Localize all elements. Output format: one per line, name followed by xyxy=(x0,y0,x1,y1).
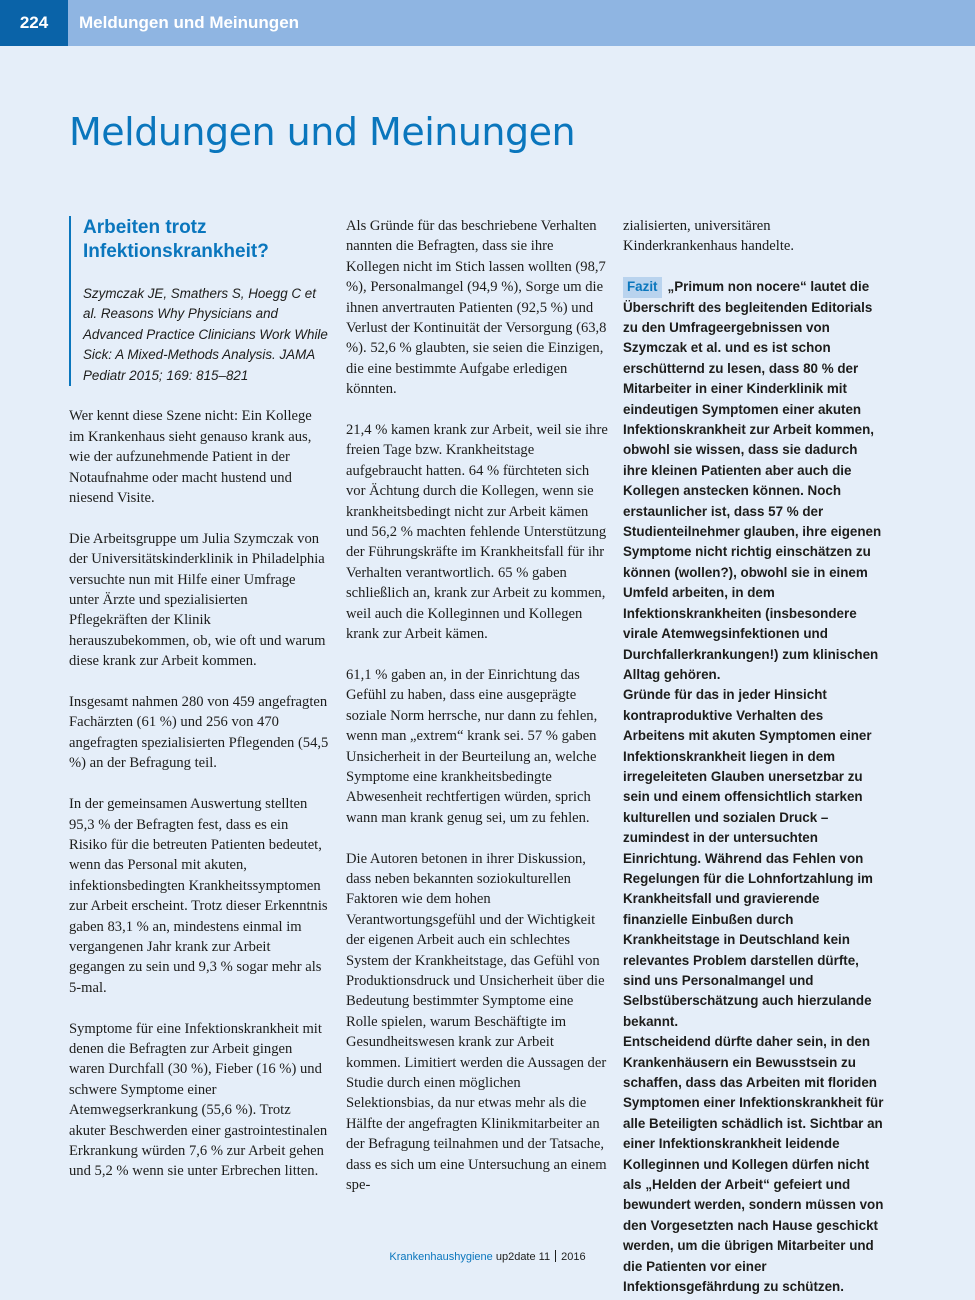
paragraph: Wer kennt diese Szene nicht: Ein Kollege im Krankenhaus sieht genauso krank aus, wie der aufzunehmende Patient in der Notaufnahme oder macht hustend und niesend Visite. xyxy=(69,408,312,507)
paragraph: Insgesamt nahmen 280 von 459 angefragten Fachärzten (61 %) und 256 von 470 angefragten spezialisierten Pflegenden (54,5 %) an der Befragung teil. xyxy=(69,694,329,772)
article-title: Arbeiten trotz Infektionskrankheit? xyxy=(83,217,269,262)
fazit-paragraph: Gründe für das in jeder Hinsicht kontraproduktive Verhalten des Arbeitens mit akuten Symptomen einer Infektionskrankheit liegen in dem irregeleiteten Glauben unersetzbar zu sein und einem offensichtlich starken kulturellen und sozialen Druck – zumindest in der untersuchten Einrichtung. Während das Fehlen von Regelungen für die Lohnfortzahlung im Krankheitsfall und gravierende finanzielle Einbußen durch Krankheitstage in Deutschland kein relevantes Problem darstellen dürfte, sind uns Personalmangel und Selbstüberschätzung auch hierzulande bekannt. xyxy=(623,687,873,1029)
paragraph: Symptome für eine Infektionskrankheit mit denen die Befragten zur Arbeit gingen waren Durchfall (30 %), Fieber (16 %) und schwere Symptome einer Atemwegserkrankung (55,6 %). Trotz akuter Beschwerden einer gastrointestinalen Erkrankung würden 7,6 % zur Arbeit gehen und 5,2 % wenn sie unter Erbrechen litten. xyxy=(69,1020,328,1180)
column-2 xyxy=(346,216,608,1216)
column-3 xyxy=(623,216,885,1298)
paragraph: Als Gründe für das beschriebene Verhalten nannten die Befragten, dass sie ihre Kollegen nicht im Stich lassen wollten (98,7 %), Personalmangel (94,9 %), Sorge um die ihnen anvertrauten Patienten (92,5 %) und Verlust der Kontinuität der Versorgung (63,8 %). 52,6 % glaubten, sie seien die Einzigen, die eine bestimmte Aufgabe erledigen könnten. xyxy=(346,218,607,398)
fazit-paragraph xyxy=(623,277,885,685)
section-header: Meldungen und Meinungen xyxy=(79,13,300,32)
page-title: Meldungen und Meinungen xyxy=(69,110,576,154)
fazit-text: „Primum non nocere“ lautet die Überschrift des begleitenden Editorials zu den Umfrageergebnissen von Szymczak et al. und es ist schon erschütternd zu lesen, dass 80 % der Mitarbeiter in einer Kinderklinik mit eindeutigen Symptomen einer akuten Infektionskrankheit zur Arbeit kommen, obwohl sie wissen, dass sie dadurch ihre kleinen Patienten aber auch die Kollegen anstecken können. Noch erstaunlicher ist, dass 57 % der Studienteilnehmer glauben, ihre eigenen Symptome nicht richtig einschätzen zu können (wollen?), obwohl sie in einem Umfeld arbeiten, in dem Infektionskrankheiten (insbesondere virale Atemwegsinfektionen und Durchfallerkrankungen!) zum klinischen Alltag gehören. xyxy=(623,279,882,682)
paragraph: zialisierten, universitären Kinderkrankenhaus handelte. xyxy=(623,218,795,255)
paragraph: Die Autoren betonen in ihrer Diskussion, dass neben bekannten soziokulturellen Faktoren wie dem hohen Verantwortungsgefühl und der Wichtigkeit der eigenen Arbeit auch ein schlechtes System der Krankheitstage, das Gefühl von Produktionsdruck und Unsicherheit über die Bedeutung bestimmter Symptome eine Rolle spielen, warum Beschäftigte im Gesundheitswesen krank zur Arbeit kommen. Limitiert werden die Aussagen der Studie durch einen möglichen Selektionsbias, da nur etwas mehr als die Hälfte der angefragten Klinikmitarbeiter an der Befragung teilnahmen und der Tatsache, dass es sich um eine Untersuchung an einem spe- xyxy=(346,850,607,1194)
footer xyxy=(0,1250,975,1263)
paragraph: 61,1 % gaben an, in der Einrichtung das Gefühl zu haben, dass eine ausgeprägte soziale Norm herrsche, nur dann zu fehlen, wenn man „extrem“ krank sei. 57 % gaben Unsicherheit in der Beurteilung an, welche Symptome eine krankheitsbedingte Abwesenheit rechtfertigen würden, sprich wann man krank genug sei, um zu fehlen. xyxy=(346,666,598,826)
fazit-paragraph: Entscheidend dürfte daher sein, in den Krankenhäusern ein Bewusstsein zu schaffen, dass das Arbeiten mit floriden Symptomen einer Infektionskrankheit für alle Beteiligten schädlich ist. Sichtbar an einer Infektionskrankheit leidende Kolleginnen und Kollegen dürfen nicht als „Helden der Arbeit“ gefeiert und bewundert werden, sondern müssen von den Vorgesetzten nach Hause geschickt werden, um die übrigen Mitarbeiter und die Patienten vor einer Infektionsgefährdung zu schützen. xyxy=(623,1034,884,1295)
footer-separator xyxy=(555,1250,556,1262)
article-header xyxy=(69,216,329,386)
column-1 xyxy=(69,216,329,1202)
paragraph: In der gemeinsamen Auswertung stellten 95,3 % der Befragten fest, dass es ein Risiko für die betreuten Patienten bedeutet, wenn das Personal mit akuten, infektionsbedingten Krankheitssymptomen zur Arbeit erscheint. Trotz dieser Erkenntnis gaben 83,1 % an, mindestens einmal im vergangenen Jahr krank zur Arbeit gegangen zu sein und 9,3 % sogar mehr als 5-mal. xyxy=(69,796,328,996)
page-number: 224 xyxy=(0,0,68,46)
citation: Szymczak JE, Smathers S, Hoegg C et al. Reasons Why Physicians and Advanced Practice Clinicians Work While Sick: A Mixed-Methods Analysis. JAMA Pediatr 2015; 169: 815–821 xyxy=(83,286,328,383)
footer-year: 2016 xyxy=(561,1251,586,1263)
footer-journal: Krankenhaushygiene xyxy=(389,1251,493,1263)
fazit-badge: Fazit xyxy=(623,277,662,297)
paragraph: 21,4 % kamen krank zur Arbeit, weil sie ihre freien Tage bzw. Krankheitstage aufgebraucht hatten. 64 % fürchteten sich vor Ächtung durch die Kollegen, wenn sie krankheitsbedingt nicht zur Arbeit kämen und 56,2 % machten fehlende Unterstützung der Führungskräfte im Krankheitsfall für ihr Verhalten verantwortlich. 65 % gaben schließlich an, krank zur Arbeit zu kommen, weil auch die Kolleginnen und Kollegen krank zur Arbeit kämen. xyxy=(346,422,608,643)
footer-issue: up2date 11 xyxy=(495,1251,551,1263)
paragraph: Die Arbeitsgruppe um Julia Szymczak von der Universitätskinderklinik in Philadelphia versuchte nun mit Hilfe einer Umfrage unter Ärzte und spezialisierten Pflegekräften der Klinik herauszubekommen, ob, wie oft und warum diese krank zur Arbeit kommen. xyxy=(69,530,326,670)
